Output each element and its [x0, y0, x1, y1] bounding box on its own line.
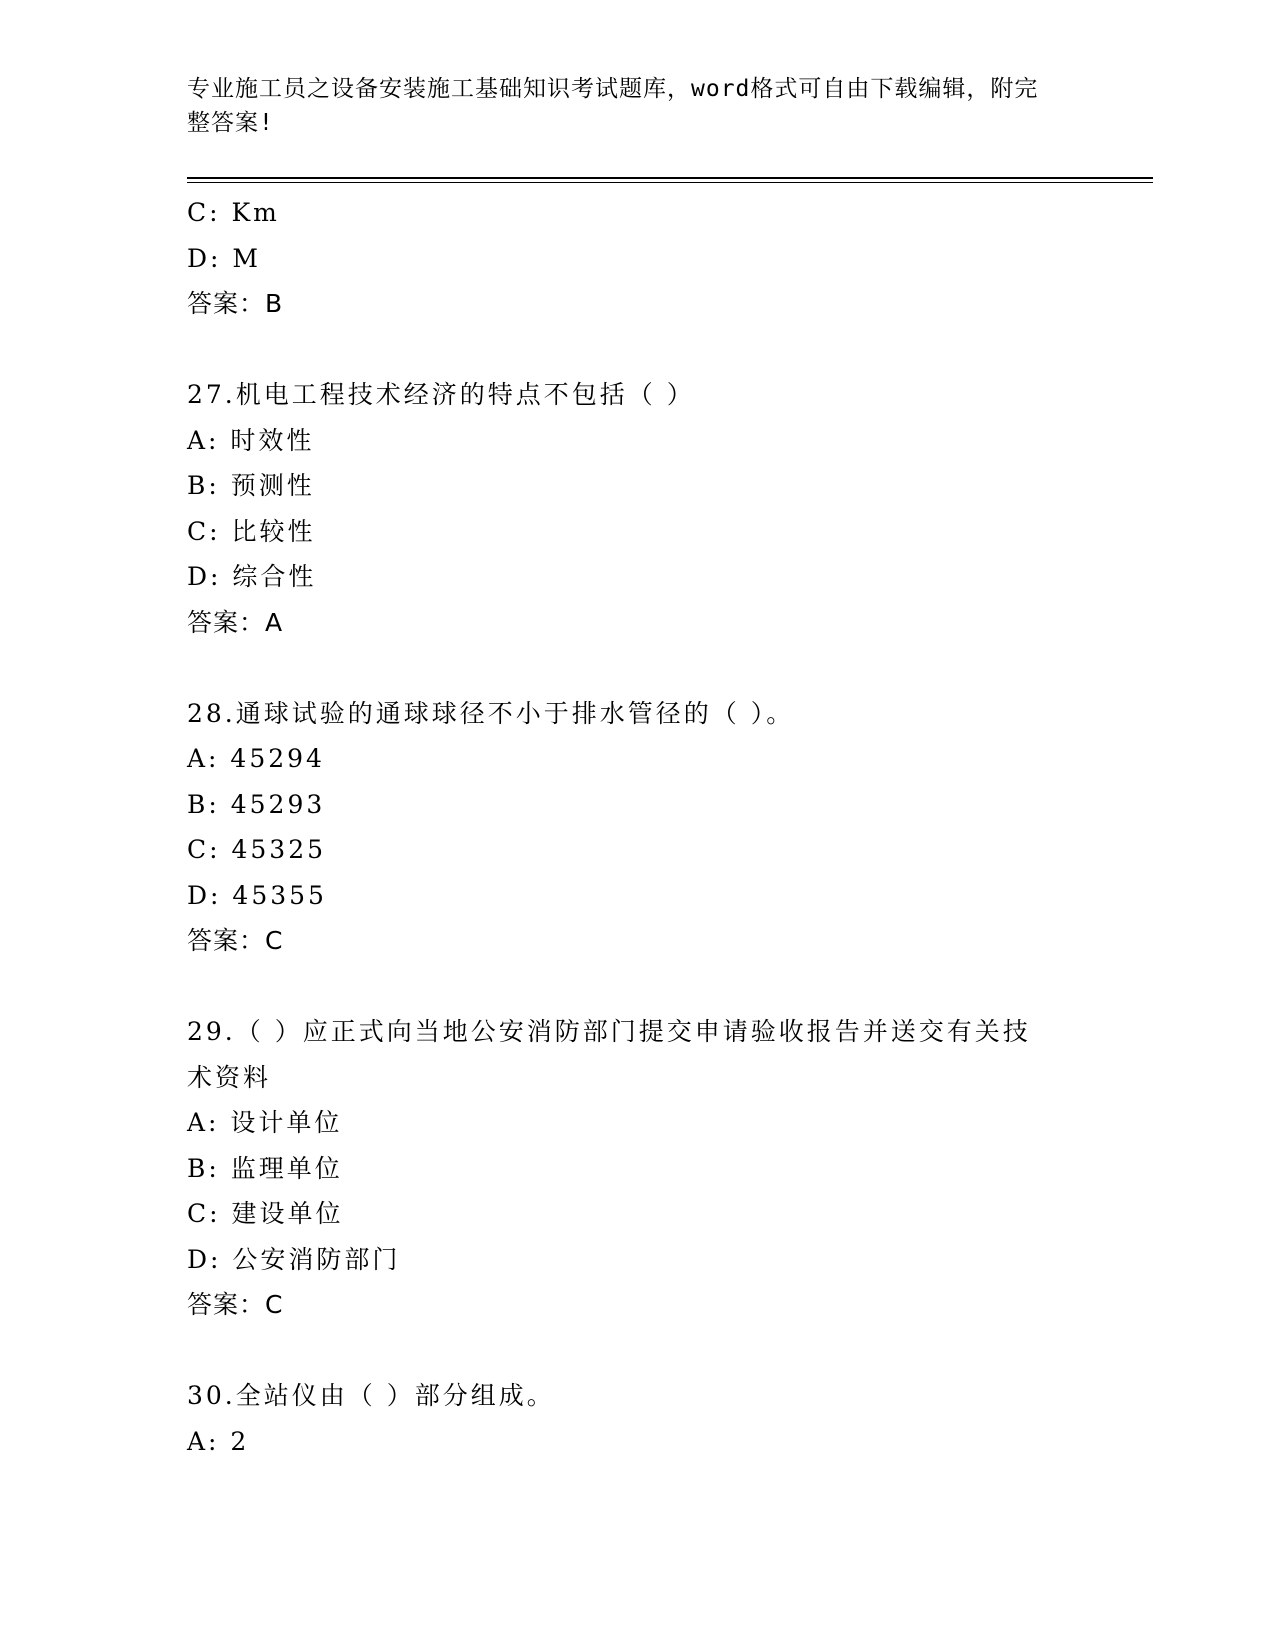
spacer	[187, 327, 1087, 373]
option-d: D: 公安消防部门	[187, 1244, 401, 1274]
answer-line: 答案：A	[187, 607, 284, 637]
spacer	[187, 1328, 1087, 1374]
option-b: B: 监理单位	[187, 1153, 343, 1183]
option-d: D: M	[187, 243, 262, 273]
answer-line: 答案：C	[187, 1290, 284, 1319]
spacer	[187, 964, 1087, 1010]
question-stem: 27.机电工程技术经济的特点不包括（ ）	[187, 380, 695, 409]
answer-line: 答案：B	[187, 289, 284, 318]
question-stem: 28.通球试验的通球球径不小于排水管径的（ ）。	[187, 698, 795, 728]
option-a: A: 45294	[187, 744, 325, 773]
option-c: C: Km	[187, 198, 280, 227]
option-c: C: 建设单位	[187, 1199, 344, 1228]
answer-line: 答案：C	[187, 926, 284, 955]
option-b: B: 预测性	[187, 471, 315, 500]
question-list	[187, 190, 1087, 1464]
option-a: A: 2	[187, 1426, 250, 1456]
option-a: A: 时效性	[187, 425, 315, 455]
option-d: D: 综合性	[187, 562, 317, 591]
header-line-1: 专业施工员之设备安装施工基础知识考试题库，word格式可自由下载编辑，附完	[187, 76, 1039, 102]
spacer	[187, 645, 1087, 691]
document-header	[187, 72, 1067, 140]
question-stem-line-2: 术资料	[187, 1062, 272, 1092]
option-b: B: 45293	[187, 789, 326, 819]
option-a: A: 设计单位	[187, 1108, 343, 1137]
question-stem-line-1: 29.（ ）应正式向当地公安消防部门提交申请验收报告并送交有关技	[187, 1017, 1031, 1046]
option-c: C: 比较性	[187, 516, 316, 546]
option-c: C: 45325	[187, 835, 327, 864]
question-stem: 30.全站仪由（ ）部分组成。	[187, 1381, 555, 1410]
header-rule-thin	[187, 182, 1153, 183]
option-d: D: 45355	[187, 880, 327, 910]
header-rule-thick	[187, 177, 1153, 179]
header-line-2: 整答案!	[187, 110, 274, 136]
